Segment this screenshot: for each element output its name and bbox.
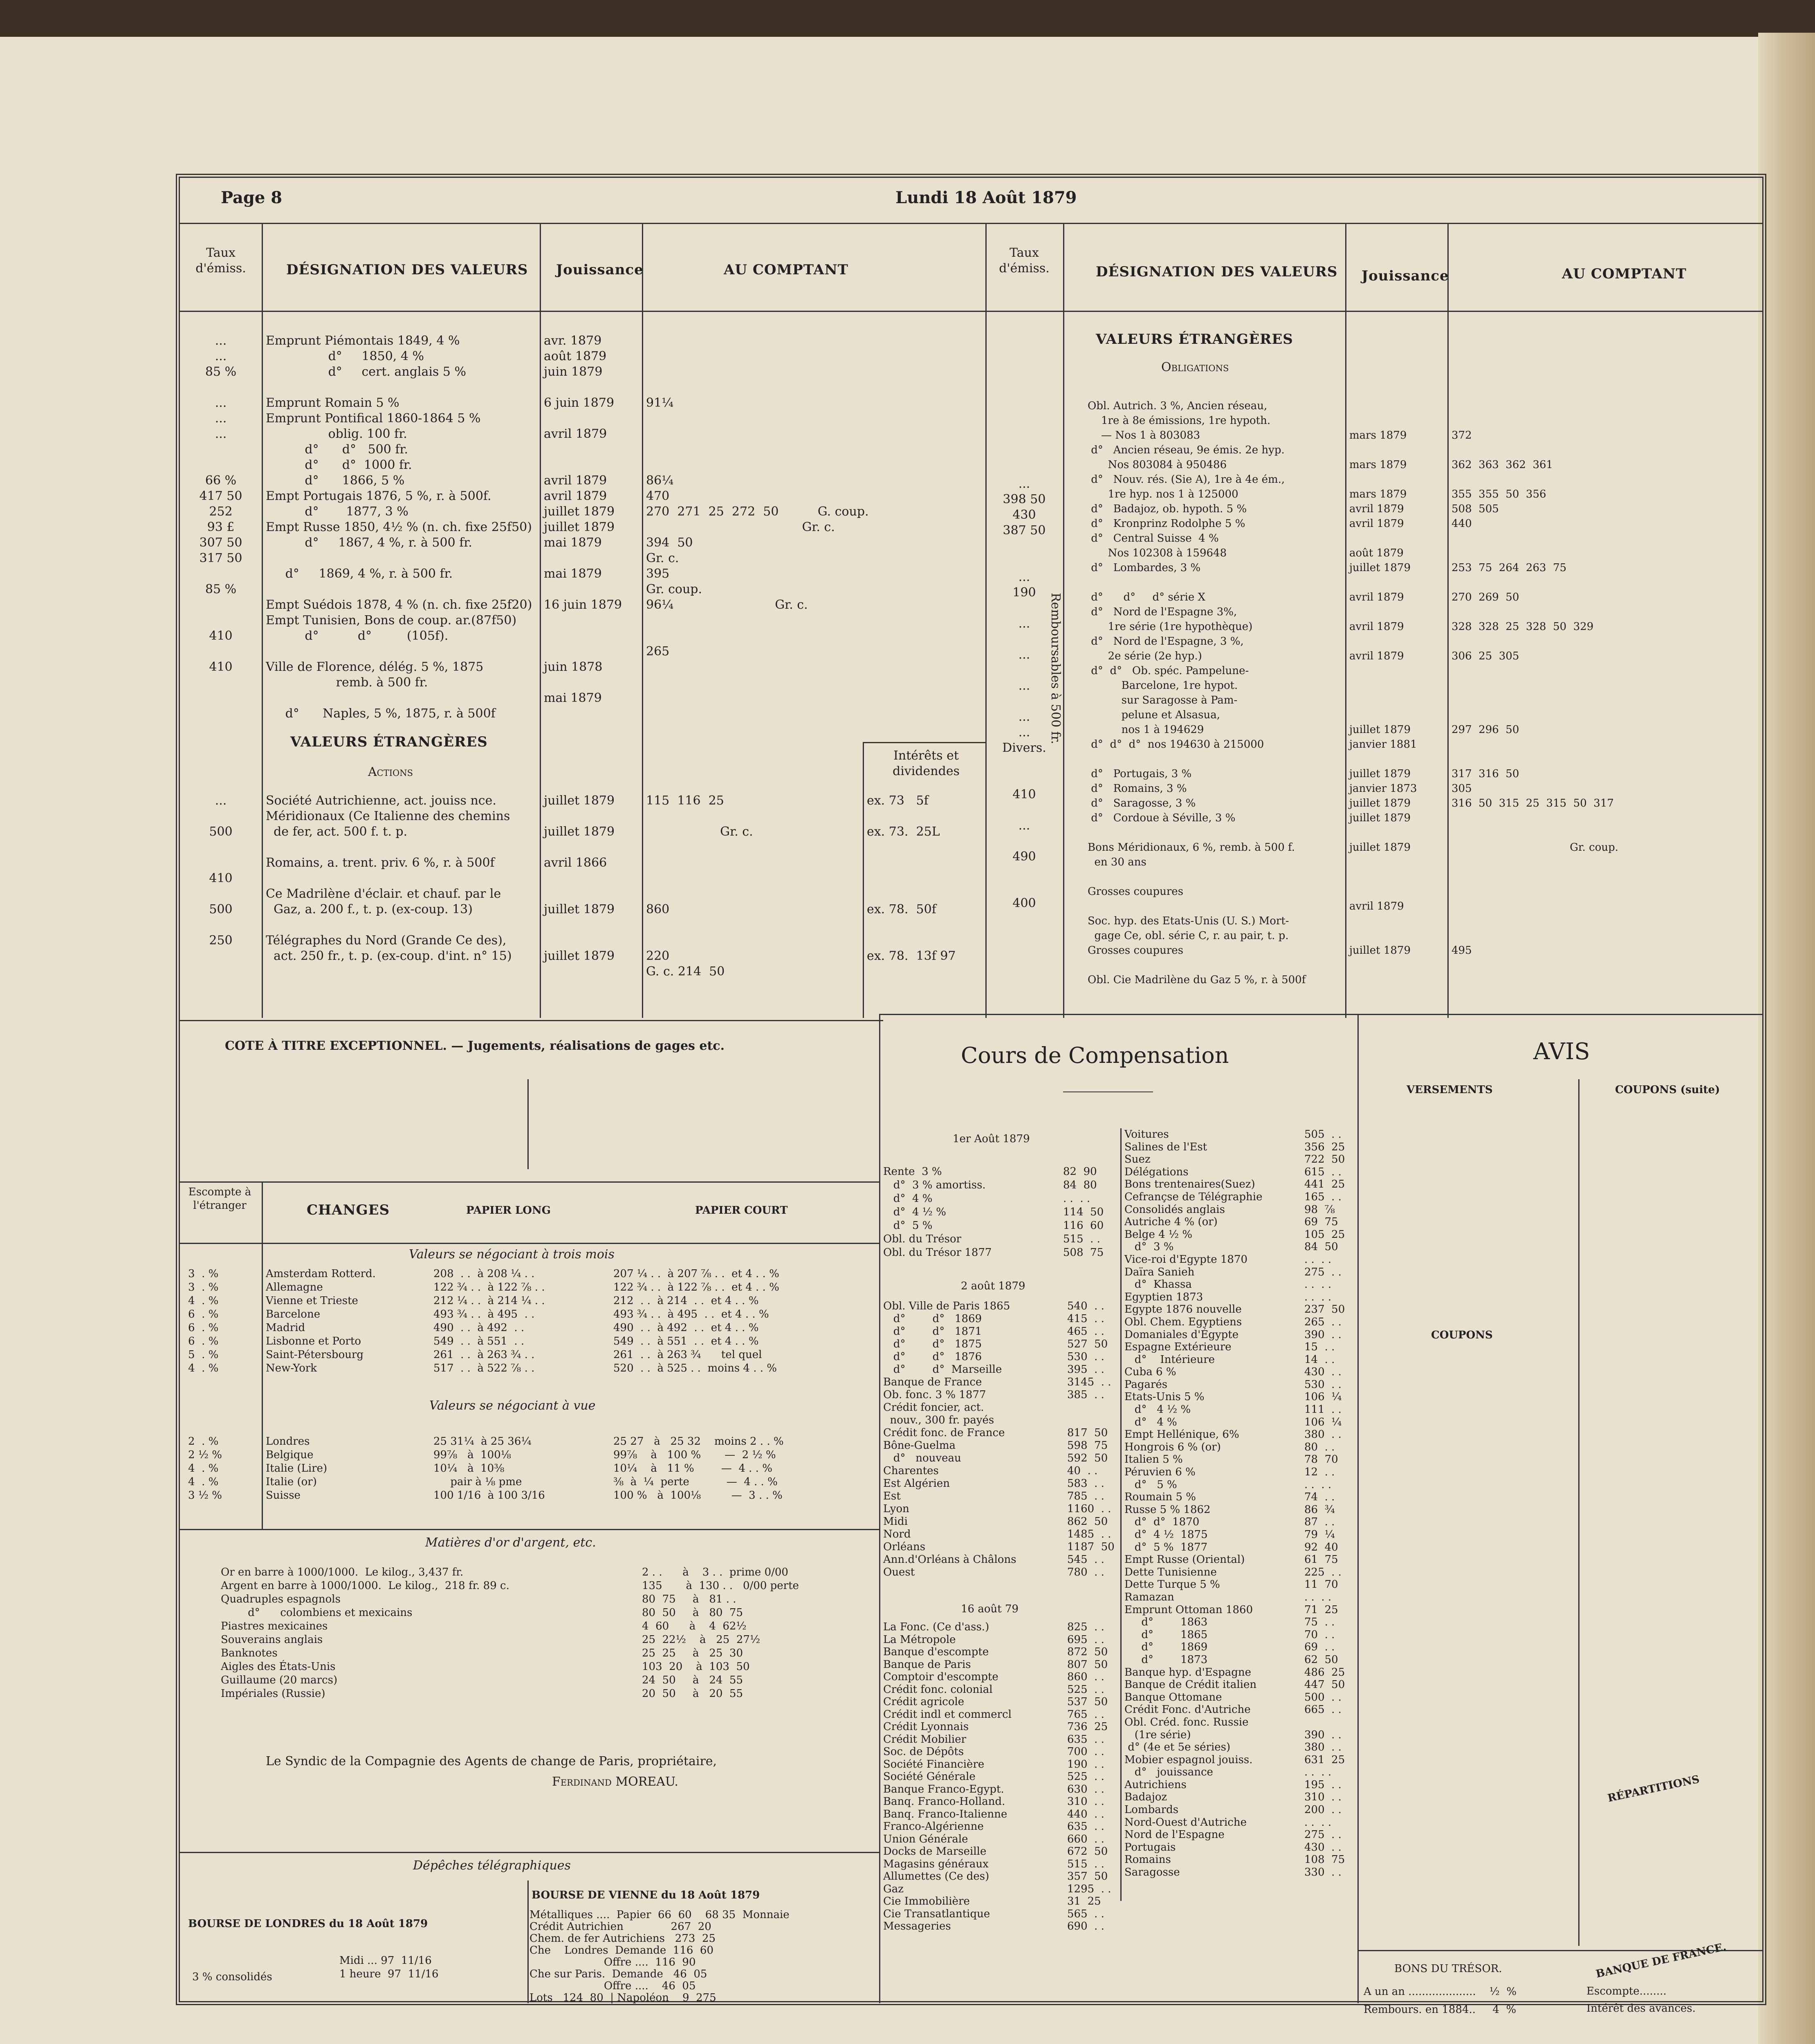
page-number: Page 8 xyxy=(221,188,283,207)
changes-sec1-names: Amsterdam Rotterd. Allemagne Vienne et Trieste Barcelone Madrid Lisbonne et Porto Saint-Pétersbourg New-York xyxy=(266,1268,376,1374)
depeches-rule xyxy=(180,1852,879,1853)
actions-taux: ... 500 410 500 250 xyxy=(209,793,233,948)
actions-subtitle: Actions xyxy=(368,765,413,779)
changes-rule xyxy=(180,1243,879,1244)
grid-line xyxy=(1063,223,1064,1018)
londres-lines: Midi ... 97 11/16 1 heure 97 11/16 xyxy=(339,1954,439,1980)
comp-r1-names: Voitures Salines de l'Est Suez Délégations Bons trentenaires(Suez) Cefrançse de Télégraphie Consolidés anglais Autriche 4 % (or) Belge 4 ½ % d° 3 % Vice-roi d'Egypte 1870 Daïra Sanieh d° Khassa Egyptien 1873 Egypte 1876 nouvelle Obl. Chem. Egyptiens Domaniales d'Égypte Espagne Extérieure d° Intérieure Cuba 6 % Pagarés Etats-Unis 5 % d° 4 ½ % d° 4 % Empt Hellénique, 6% Hongrois 6 % (or) Italien 5 % Péruvien 6 % d° 5 % Roumain 5 % Russe 5 % 1862 d° d° 1870 d° 4 ½ 1875 d° 5 % 1877 Empt Russe (Oriental) Dette Tunisienne Dette Turque 5 % Ramazan Emprunt Ottoman 1860 d° 1863 d° 1865 d° 1869 d° 1873 Banque hyp. d'Espagne Banque de Crédit italien Banque Ottomane Crédit Fonc. d'Autriche Obl. Créd. fonc. Russie (1re série) d° (4e et 5e séries) Mobier espagnol jouiss. d° jouissance Autrichiens Badajoz Lombards Nord-Ouest d'Autriche Nord de l'Espagne Portugais Romains Saragosse xyxy=(1124,1128,1263,1879)
colhead-rule xyxy=(180,311,1762,312)
avis-versements: VERSEMENTS xyxy=(1407,1084,1493,1096)
compensation-title: Cours de Compensation xyxy=(961,1042,1229,1068)
grid-line xyxy=(540,223,541,1018)
avis-title: AVIS xyxy=(1533,1038,1590,1065)
grid-line xyxy=(262,223,263,1018)
col-designation: DÉSIGNATION DES VALEURS xyxy=(286,262,528,278)
changes-sec1-title: Valeurs se négociant à trois mois xyxy=(409,1247,615,1262)
left-designation: Emprunt Piémontais 1849, 4 % d° 1850, 4 % d° cert. anglais 5 % Emprunt Romain 5 % Emprunt Pontifical 1860-1864 5 % oblig. 100 fr. d° d° 500 fr. d° d° 1000 fr. d° 1866, 5 % Empt Portugais 1876, 5 %, r. à 500f. d° 1877, 3 % Empt Russe 1850, 4½ % (n. ch. fixe 25f50) d° 1867, 4 %, r. à 500 fr. d° 1869, 4 %, r. à 500 fr. Empt Suédois 1878, 4 % (n. ch. fixe 25f20) Empt Tunisien, Bons de coup. ar.(87f50) d° d° (105f). Ville de Florence, délég. 5 %, 1875 remb. à 500 fr. d° Naples, 5 %, 1875, r. à 500f xyxy=(266,334,532,721)
changes-sec2-long: 25 31¼ à 25 36¼ 99⅞ à 100⅛ 10¼ à 10⅜ pair à ⅛ pme 100 1/16 à 100 3/16 xyxy=(433,1435,545,1502)
changes-col-changes: CHANGES xyxy=(307,1202,390,1218)
actions-title: VALEURS ÉTRANGÈRES xyxy=(290,734,488,750)
page-edge xyxy=(1758,33,1815,2044)
bons-lines: A un an .................... ½ % Rembours. en 1884.. 4 % xyxy=(1364,1986,1517,2016)
right-title: VALEURS ÉTRANGÈRES xyxy=(1096,331,1293,347)
grid-line xyxy=(863,742,864,1018)
changes-col-escompte: Escompte à l'étranger xyxy=(188,1186,251,1212)
grid-line xyxy=(985,223,987,1018)
col-jouissance-right: Jouissance xyxy=(1362,268,1449,284)
vienne-lines: Métalliques .... Papier 66 60 68 35 Monnaie Crédit Autrichien 267 20 Chem. de fer Autrichiens 273 25 Che Londres Demande 116 60 Offre .... 116 90 Che sur Paris. Demande 46 05 Offre .... 46 05 Lots 124 80 | Napoléon 9 275 xyxy=(529,1909,790,2004)
actions-comptant: 115 116 25 Gr. c. 860 220 G. c. 214 50 xyxy=(646,793,753,979)
changes-sec1-long: 208 . . à 208 ¼ . . 122 ¾ . . à 122 ⅞ . . 212 ¼ . . à 214 ¼ . . 493 ¾ . . à 495 . . 490 . . à 492 . . 549 . . à 551 . . 261 . . à 263 ¾ . . 517 . . à 522 ⅞ . . xyxy=(433,1268,545,1374)
left-comptant: 91¼ 86¼ 470 270 271 25 272 50 G. coup. Gr. c. 394 50 Gr. c. 395 Gr. coup. 96¼ Gr. c. 265 xyxy=(646,396,869,659)
londres-title: BOURSE DE LONDRES du 18 Août 1879 xyxy=(188,1918,428,1930)
actions-interets: ex. 73 5f ex. 73. 25L ex. 78. 50f ex. 78. 13f 97 xyxy=(867,793,956,963)
changes-sec1-esc: 3 . % 3 . % 4 . % 6 . % 6 . % 6 . % 5 . % 4 . % xyxy=(188,1268,219,1374)
changes-sec2-names: Londres Belgique Italie (Lire) Italie (or) Suisse xyxy=(266,1435,328,1502)
comp-date2: 2 août 1879 xyxy=(961,1280,1025,1292)
matieres-title: Matières d'or d'argent, etc. xyxy=(425,1535,596,1550)
header-rule xyxy=(180,223,1762,224)
page-date: Lundi 18 Août 1879 xyxy=(895,188,1077,207)
col-jouissance: Jouissance xyxy=(556,262,644,278)
comp-c2-vals: 540 . . 415 . . 465 . . 527 50 530 . . 395 . . 3145 . . 385 . . 817 50 598 75 592 50 40 . . 583 . . 785 . . 1160 . . 862 50 1485 . . 1187 50 545 . . 780 . . xyxy=(1067,1300,1115,1578)
changes-rule xyxy=(180,1181,879,1183)
changes-sec2-esc: 2 . % 2 ½ % 4 . % 4 . % 3 ½ % xyxy=(188,1435,222,1502)
grid-line xyxy=(642,223,643,1018)
comp-c1-vals: 82 90 84 80 . . . . 114 50 116 60 515 . . 508 75 xyxy=(1063,1165,1104,1259)
banque-title: BANQUE DE FRANCE. xyxy=(1595,1941,1728,1981)
left-jouissance: avr. 1879 août 1879 juin 1879 6 juin 1879 avril 1879 avril 1879 avril 1879 juillet 1879 juillet 1879 mai 1879 mai 1879 16 juin 1879 juin 1878 mai 1879 xyxy=(544,334,622,705)
syndic-name: Ferdinand MOREAU. xyxy=(552,1775,678,1789)
avis-divider xyxy=(1578,1079,1579,1946)
actions-jouissance: juillet 1879 juillet 1879 avril 1866 juillet 1879 juillet 1879 xyxy=(544,793,615,963)
grid-line xyxy=(1447,223,1449,1018)
section-divider xyxy=(879,1014,880,2003)
depeches-title: Dépêches télégraphiques xyxy=(413,1858,571,1873)
syndic-text: Le Syndic de la Compagnie des Agents de change de Paris, propriétaire, xyxy=(266,1754,717,1768)
comp-date1: 1er Août 1879 xyxy=(953,1133,1030,1145)
section-divider xyxy=(1357,1014,1359,2003)
section-rule xyxy=(879,1014,1762,1015)
comp-date3: 16 août 79 xyxy=(961,1603,1019,1615)
avis-coupons-suite: COUPONS (suite) xyxy=(1615,1084,1720,1096)
comp-c3-names: La Fonc. (Ce d'ass.) La Métropole Banque d'escompte Banque de Paris Comptoir d'escompte Crédit fonc. colonial Crédit agricole Crédit indl et commercl Crédit Lyonnais Crédit Mobilier Soc. de Dépôts Société Financière Société Générale Banque Franco-Egypt. Banq. Franco-Holland. Banq. Franco-Italienne Franco-Algérienne Union Générale Docks de Marseille Magasins généraux Allumettes (Ce des) Gaz Cie Immobilière Cie Transatlantique Messageries xyxy=(883,1621,1012,1932)
changes-sec2-title: Valeurs se négociant à vue xyxy=(429,1399,596,1413)
actions-designation: Société Autrichienne, act. jouiss nce. Méridionaux (Ce Italienne des chemins de fer, act. 500 f. t. p. Romains, a. trent. priv. 6 %, r. à 500f Ce Madrilène d'éclair. et chauf. par le Gaz, a. 200 f., t. p. (ex-coup. 13) Télégraphes du Nord (Grande Ce des), act. 250 fr., t. p. (ex-coup. d'int. n° 15) xyxy=(266,793,512,963)
londres-label: 3 % consolidés xyxy=(192,1971,272,1983)
right-subtitle: Obligations xyxy=(1161,360,1229,374)
cote-title: COTE À TITRE EXCEPTIONNEL. — Jugements, réalisations de gages etc. xyxy=(225,1039,725,1053)
comp-c2-names: Obl. Ville de Paris 1865 d° d° 1869 d° d° 1871 d° d° 1875 d° d° 1876 d° d° Marseille Banque de France Ob. fonc. 3 % 1877 Crédit foncier, act. nouv., 300 fr. payés Crédit fonc. de France Bône-Guelma d° nouveau Charentes Est Algérien Est Lyon Midi Nord Orléans Ann.d'Orléans à Châlons Ouest xyxy=(883,1300,1016,1578)
comp-r1-vals: 505 . . 356 25 722 50 615 . . 441 25 165 . . 98 ⅞ 69 75 105 25 84 50 . . . . 275 . . . . . . . . . . 237 50 265 . . 390 . . 15 . . 14 . . 430 . . 530 . . 106 ¼ 111 . . 106 ¼ 380 . . 80 . . 78 70 12 . . . . . . 74 . . 86 ¾ 87 . . 79 ¼ 92 40 61 75 225 . . 11 70 . . . . 71 25 75 . . 70 . . 69 . . 62 50 486 25 447 50 500 . . 665 . . 390 . . 380 . . 631 25 . . . . 195 . . 310 . . 200 . . . . . . 275 . . 430 . . 108 75 330 . . xyxy=(1304,1128,1345,1879)
right-jouissance: mars 1879 mars 1879 mars 1879 avril 1879 avril 1879 août 1879 juillet 1879 avril 1879 avril 1879 avril 1879 juillet 1879 janvier 1881 juillet 1879 janvier 1873 juillet 1879 juillet 1879 juillet 1879 avril 1879 juillet 1879 xyxy=(1349,429,1417,957)
right-taux: ... 398 50 430 387 50 ... 190 ... ... ... ... ... Divers. 410 ... 490 400 xyxy=(1002,477,1046,910)
changes-col-long: PAPIER LONG xyxy=(466,1204,551,1217)
grid-line xyxy=(262,1181,263,1529)
cote-divider xyxy=(527,1079,529,1169)
grid-line xyxy=(1345,223,1346,1018)
section-rule xyxy=(180,1020,883,1021)
grid-line xyxy=(863,742,985,743)
col-comptant-right: AU COMPTANT xyxy=(1562,266,1687,282)
left-taux: ... ... 85 % ... ... ... 66 % 417 50 252 93 £ 307 50 317 50 85 % 410 410 xyxy=(199,334,242,674)
col-taux: Taux d'émiss. xyxy=(195,246,246,276)
changes-rule xyxy=(180,1529,879,1530)
matieres-names: Or en barre à 1000/1000. Le kilog., 3,437 fr. Argent en barre à 1000/1000. Le kilog., 218 fr. 89 c. Quadruples espagnols d° colombiens et mexicains Piastres mexicaines Souverains anglais Banknotes Aigles des États-Unis Guillaume (20 marcs) Impériales (Russie) xyxy=(221,1566,509,1700)
comp-c3-vals: 825 . . 695 . . 872 50 807 50 860 . . 525 . . 537 50 765 . . 736 25 635 . . 700 . . 190 . . 525 . . 630 . . 310 . . 440 . . 635 . . 660 . . 672 50 515 . . 357 50 1295 . . 31 25 565 . . 690 . . xyxy=(1067,1621,1111,1932)
title-ornament xyxy=(1063,1091,1153,1092)
bons-title: BONS DU TRÉSOR. xyxy=(1394,1963,1502,1975)
col-designation-right: DÉSIGNATION DES VALEURS xyxy=(1096,264,1338,280)
avis-repartitions: RÉPARTITIONS xyxy=(1606,1773,1701,1805)
remboursables-label: Remboursables à 500 fr. xyxy=(1048,593,1063,744)
right-designation: Obl. Autrich. 3 %, Ancien réseau, 1re à 8e émissions, 1re hypoth. — Nos 1 à 803083 d° Ancien réseau, 9e émis. 2e hyp. Nos 803084 à 950486 d° Nouv. rés. (Sie A), 1re à 4e ém., 1re hyp. nos 1 à 125000 d° Badajoz, ob. hypoth. 5 % d° Kronprinz Rodolphe 5 % d° Central Suisse 4 % Nos 102308 à 159648 d° Lombardes, 3 % d° d° d° série X d° Nord de l'Espagne 3%, 1re série (1re hypothèque) d° Nord de l'Espagne, 3 %, 2e série (2e hyp.) d° d° Ob. spéc. Pampelune- Barcelone, 1re hypot. sur Saragosse à Pam- pelune et Alsasua, nos 1 à 194629 d° d° d° nos 194630 à 215000 d° Portugais, 3 % d° Romains, 3 % d° Saragosse, 3 % d° Cordoue à Séville, 3 % Bons Méridionaux, 6 %, remb. à 500 f. en 30 ans Grosses coupures Soc. hyp. des Etats-Unis (U. S.) Mort- gage Ce, obl. série C, r. au pair, t. p. Grosses coupures Obl. Cie Madrilène du Gaz 5 %, r. à 500f xyxy=(1088,400,1306,986)
col-comptant: AU COMPTANT xyxy=(724,262,848,278)
interets-header: Intérêts et dividendes xyxy=(893,749,960,778)
changes-sec2-court: 25 27 à 25 32 moins 2 . . % 99⅞ à 100 % — 2 ½ % 10¼ à 11 % — 4 . . % ⅜ à ¼ perte — 4 . . % 100 % à 100⅛ — 3 . . % xyxy=(613,1435,784,1502)
matieres-values: 2 . . à 3 . . prime 0/00 135 à 130 . . 0/00 perte 80 75 à 81 . . 80 50 à 80 75 4 60 à 4 62½ 25 22½ à 25 27½ 25 25 à 25 30 103 20 à 103 50 24 50 à 24 55 20 50 à 20 55 xyxy=(642,1566,799,1700)
avis-coupons: COUPONS xyxy=(1431,1329,1493,1341)
changes-sec1-court: 207 ¼ . . à 207 ⅞ . . et 4 . . % 122 ¾ . . à 122 ⅞ . . et 4 . . % 212 . . à 214 . . et 4 . . % 493 ¾ . . à 495 . . et 4 . . % 490 . . à 492 . . et 4 . . % 549 . . à 551 . . et 4 . . % 261 . . à 263 ¾ tel quel 520 . . à 525 . . moins 4 . . % xyxy=(613,1268,779,1374)
grid-line xyxy=(1120,1128,1122,1901)
depeches-divider xyxy=(527,1880,529,2003)
changes-col-court: PAPIER COURT xyxy=(695,1204,788,1217)
comp-c1-names: Rente 3 % d° 3 % amortiss. d° 4 % d° 4 ½ % d° 5 % Obl. du Trésor Obl. du Trésor 1877 xyxy=(883,1165,992,1259)
right-comptant: 372 362 363 362 361 355 355 50 356 508 505 440 253 75 264 263 75 270 269 50 328 328 25 328 50 329 306 25 305 297 296 50 317 316 50 305 316 50 315 25 315 50 317 Gr. coup. 495 xyxy=(1452,429,1619,957)
col-taux-right: Taux d'émiss. xyxy=(999,246,1050,276)
vienne-title: BOURSE DE VIENNE du 18 Août 1879 xyxy=(532,1889,760,1901)
banque-lines: Escompte........ Intérêt des avances. xyxy=(1586,1985,1696,2015)
